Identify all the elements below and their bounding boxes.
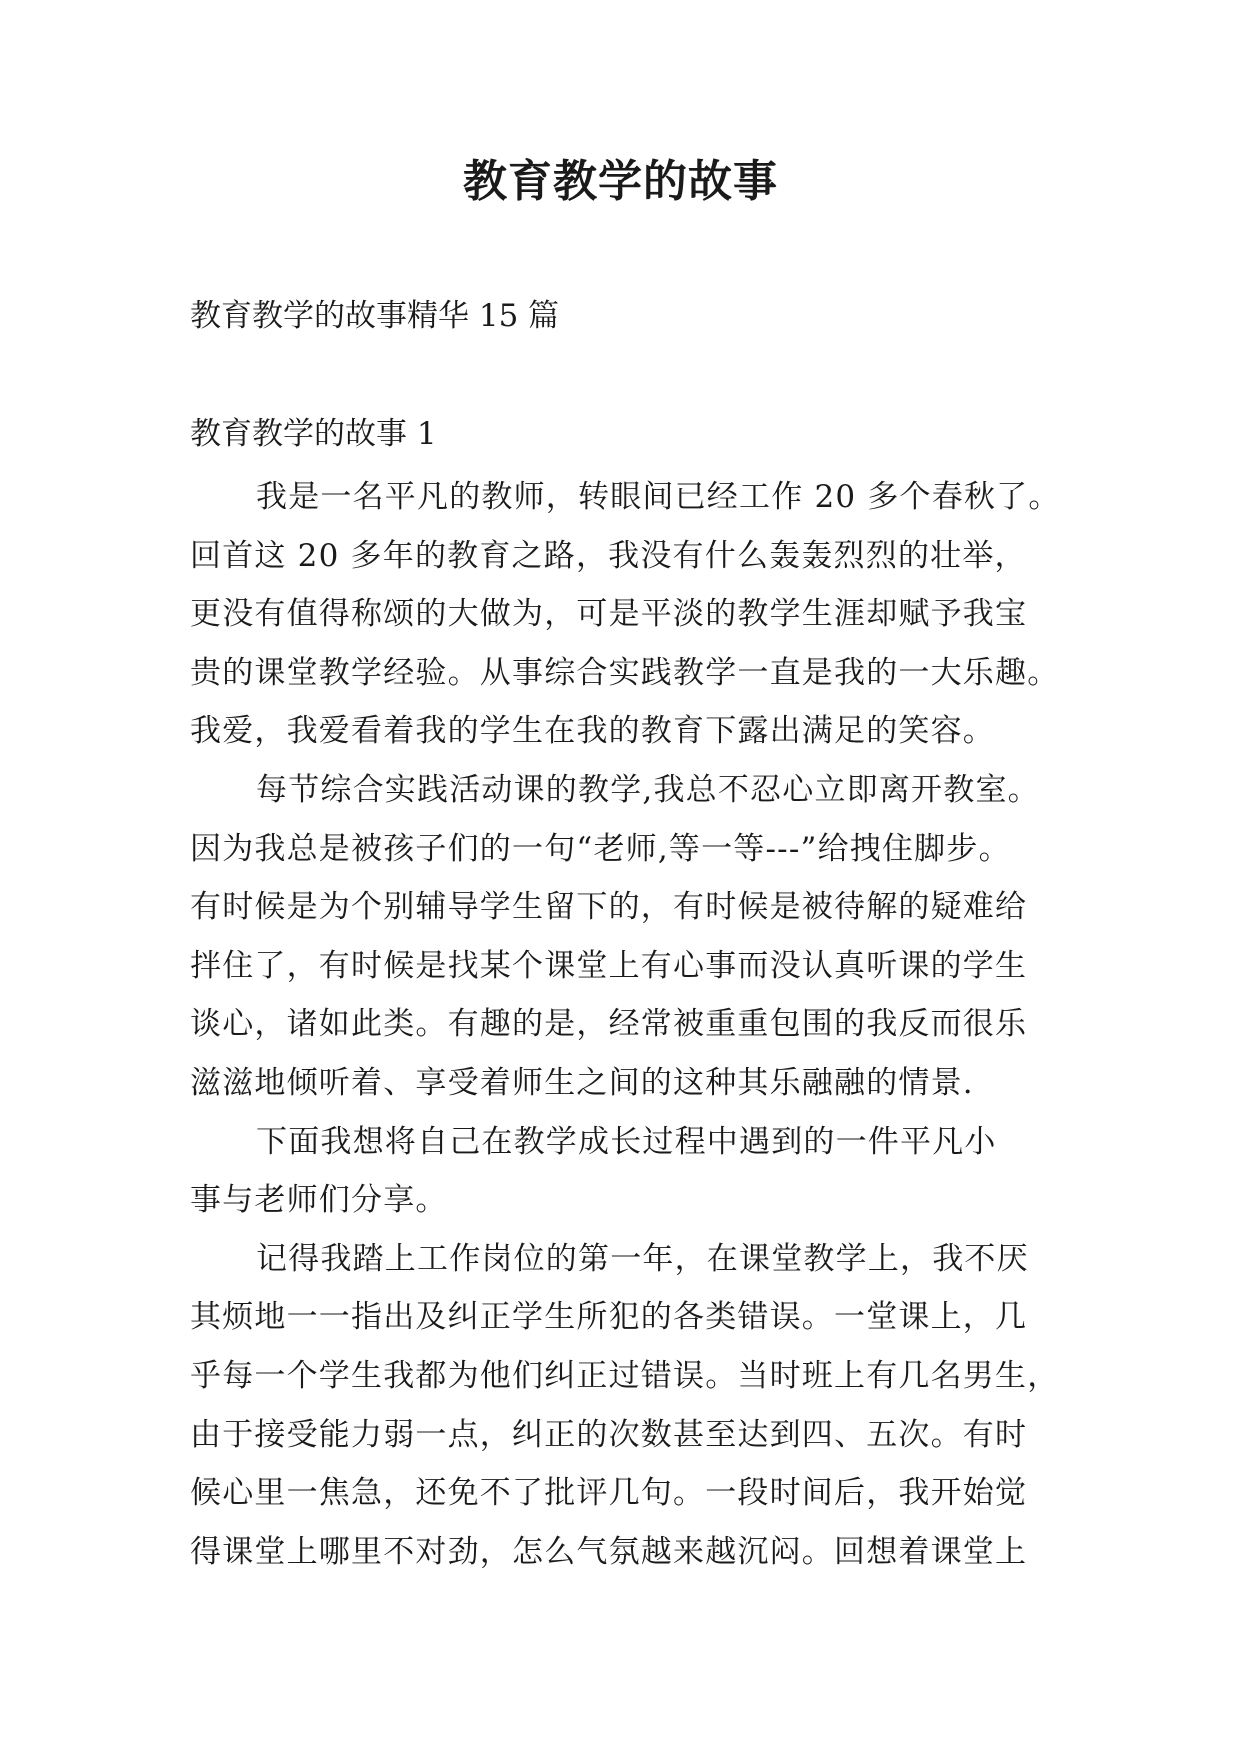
paragraph-line: 其烦地一一指出及纠正学生所犯的各类错误。一堂课上，几 [190,1299,1028,1336]
paragraph-line: 拌住了，有时候是找某个课堂上有心事而没认真听课的学生 [190,947,1028,984]
paragraph-line: 回首这 20 多年的教育之路，我没有什么轰轰烈烈的壮举， [190,537,1027,574]
paragraph-line: 滋滋地倾听着、享受着师生之间的这种其乐融融的情景. [190,1064,974,1101]
paragraph-line: 记得我踏上工作岗位的第一年，在课堂教学上，我不厌 [256,1240,1029,1277]
paragraph-line: 每节综合实践活动课的教学,我总不忍心立即离开教室。 [256,771,1040,808]
paragraph-line: 我是一名平凡的教师，转眼间已经工作 20 多个春秋了。 [256,479,1061,515]
document-title: 教育教学的故事 [463,156,778,207]
paragraph-line: 得课堂上哪里不对劲，怎么气氛越来越沉闷。回想着课堂上 [190,1533,1028,1570]
paragraph-line: 贵的课堂教学经验。从事综合实践教学一直是我的一大乐趣。 [190,654,1060,691]
document-subtitle: 教育教学的故事精华 15 篇 [190,298,560,334]
paragraph-line: 我爱，我爱看着我的学生在我的教育下露出满足的笑容。 [190,713,995,750]
paragraph-line: 谈心，诸如此类。有趣的是，经常被重重包围的我反而很乐 [190,1006,1028,1043]
paragraph-line: 有时候是为个别辅导学生留下的，有时候是被待解的疑难给 [190,889,1028,926]
paragraph-line: 由于接受能力弱一点，纠正的次数甚至达到四、五次。有时 [190,1416,1028,1453]
paragraph-line: 下面我想将自己在教学成长过程中遇到的一件平凡小 [256,1123,997,1160]
paragraph-line: 乎每一个学生我都为他们纠正过错误。当时班上有几名男生， [190,1357,1060,1394]
section-heading: 教育教学的故事 1 [190,416,437,452]
paragraph-line: 事与老师们分享。 [190,1182,448,1219]
paragraph-line: 候心里一焦急，还免不了批评几句。一段时间后，我开始觉 [190,1475,1028,1512]
paragraph-line: 更没有值得称颂的大做为，可是平淡的教学生涯却赋予我宝 [190,596,1028,633]
paragraph-line: 因为我总是被孩子们的一句“老师,等一等---”给拽住脚步。 [190,830,1011,867]
body-text [190,468,1070,1581]
